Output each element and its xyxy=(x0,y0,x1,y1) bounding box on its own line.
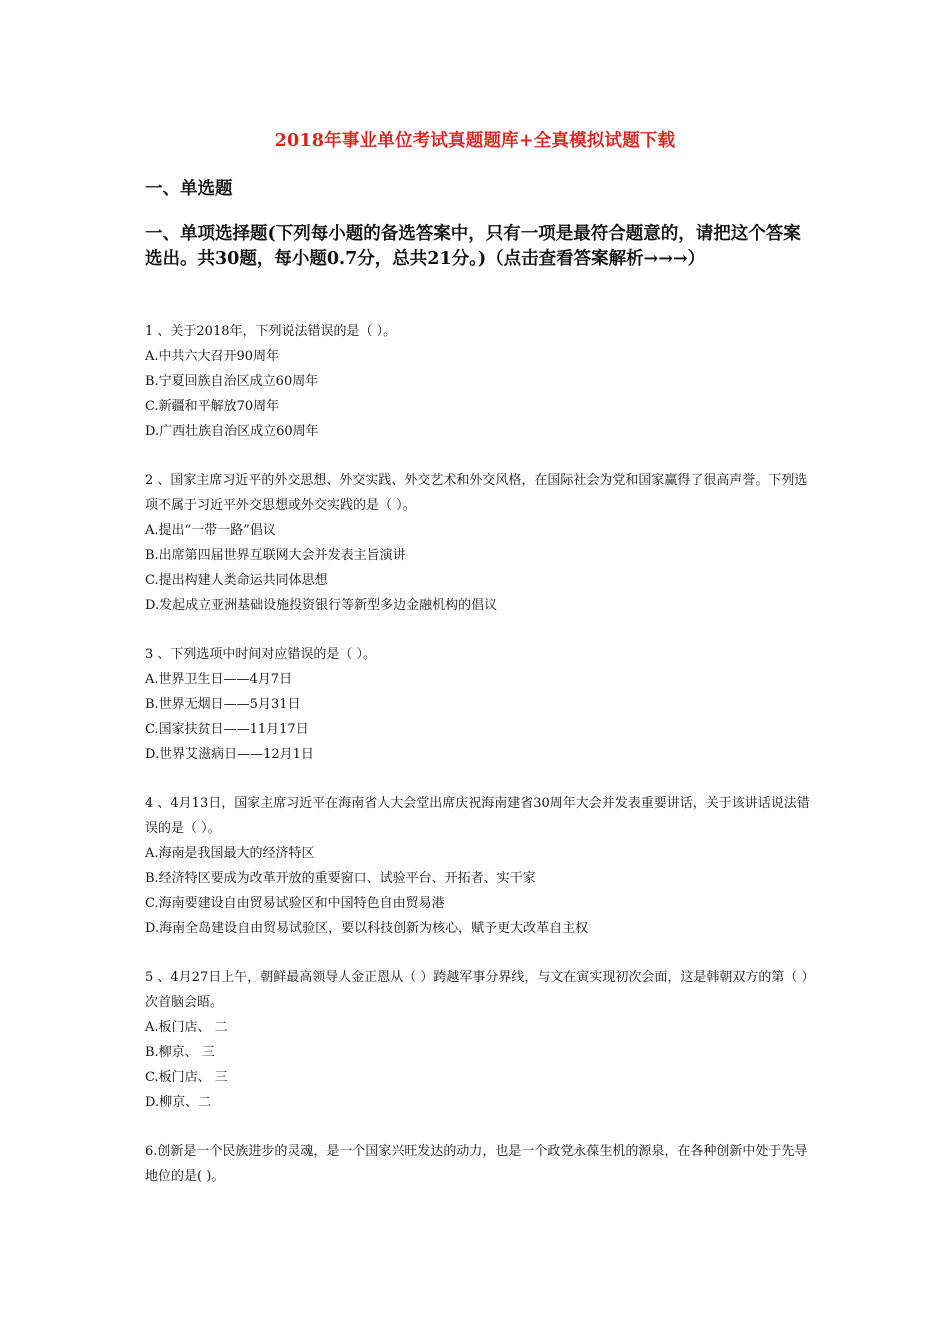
option-b: B.出席第四届世界互联网大会并发表主旨演讲 xyxy=(145,548,406,563)
question-item xyxy=(145,791,810,941)
section-intro: 一、单项选择题(下列每小题的备选答案中，只有一项是最符合题意的，请把这个答案选出。共30题，每小题0.7分，总共21分。)（点击查看答案解析→→→） xyxy=(145,224,801,269)
question-item xyxy=(145,468,810,618)
option-b: B.经济特区要成为改革开放的重要窗口、试验平台、开拓者、实干家 xyxy=(145,871,536,886)
option-a: A.提出“一带一路”倡议 xyxy=(145,523,276,538)
question-list xyxy=(145,319,810,1213)
option-d: D.世界艾滋病日——12月1日 xyxy=(145,747,314,762)
option-c: C.国家扶贫日——11月17日 xyxy=(145,722,309,737)
option-d: D.发起成立亚洲基础设施投资银行等新型多边金融机构的倡议 xyxy=(145,598,498,613)
option-b: B.世界无烟日——5月31日 xyxy=(145,697,301,712)
option-b: B.宁夏回族自治区成立60周年 xyxy=(145,374,319,389)
option-d: D.柳京、二 xyxy=(145,1095,212,1110)
question-text: 6.创新是一个民族进步的灵魂，是一个国家兴旺发达的动力，也是一个政党永葆生机的源泉，在各种创新中处于先导地位的是( )。 xyxy=(145,1144,808,1184)
option-a: A.世界卫生日——4月7日 xyxy=(145,672,293,687)
option-b: B.柳京、 三 xyxy=(145,1045,215,1060)
question-item xyxy=(145,1139,810,1189)
option-a: A.海南是我国最大的经济特区 xyxy=(145,846,315,861)
question-item xyxy=(145,965,810,1115)
option-c: C.板门店、 三 xyxy=(145,1070,228,1085)
section-heading: 一、单选题 xyxy=(145,179,233,199)
question-text: 5 、4月27日上午，朝鲜最高领导人金正恩从（ ）跨越军事分界线，与文在寅实现初次会面，这是韩朝双方的第（ ）次首脑会晤。 xyxy=(145,970,808,1010)
option-d: D.海南全岛建设自由贸易试验区，要以科技创新为核心，赋予更大改革自主权 xyxy=(145,921,589,936)
question-item xyxy=(145,642,810,767)
option-c: C.海南要建设自由贸易试验区和中国特色自由贸易港 xyxy=(145,896,445,911)
option-a: A.板门店、 二 xyxy=(145,1020,228,1035)
question-text: 3 、下列选项中时间对应错误的是（ ）。 xyxy=(145,647,377,662)
question-text: 4 、4月13日，国家主席习近平在海南省人大会堂出席庆祝海南建省30周年大会并发表重要讲话，关于该讲话说法错误的是（ ）。 xyxy=(145,796,810,836)
option-d: D.广西壮族自治区成立60周年 xyxy=(145,424,319,439)
document-title: 2018年事业单位考试真题题库+全真模拟试题下载 xyxy=(274,131,676,151)
question-text: 2 、国家主席习近平的外交思想、外交实践、外交艺术和外交风格，在国际社会为党和国家赢得了很高声誉。下列选项不属于习近平外交思想或外交实践的是（ ）。 xyxy=(145,473,808,513)
question-text: 1 、关于2018年，下列说法错误的是（ ）。 xyxy=(145,324,397,339)
option-c: C.提出构建人类命运共同体思想 xyxy=(145,573,328,588)
option-a: A.中共六大召开90周年 xyxy=(145,349,280,364)
question-item xyxy=(145,319,810,444)
option-c: C.新疆和平解放70周年 xyxy=(145,399,280,414)
